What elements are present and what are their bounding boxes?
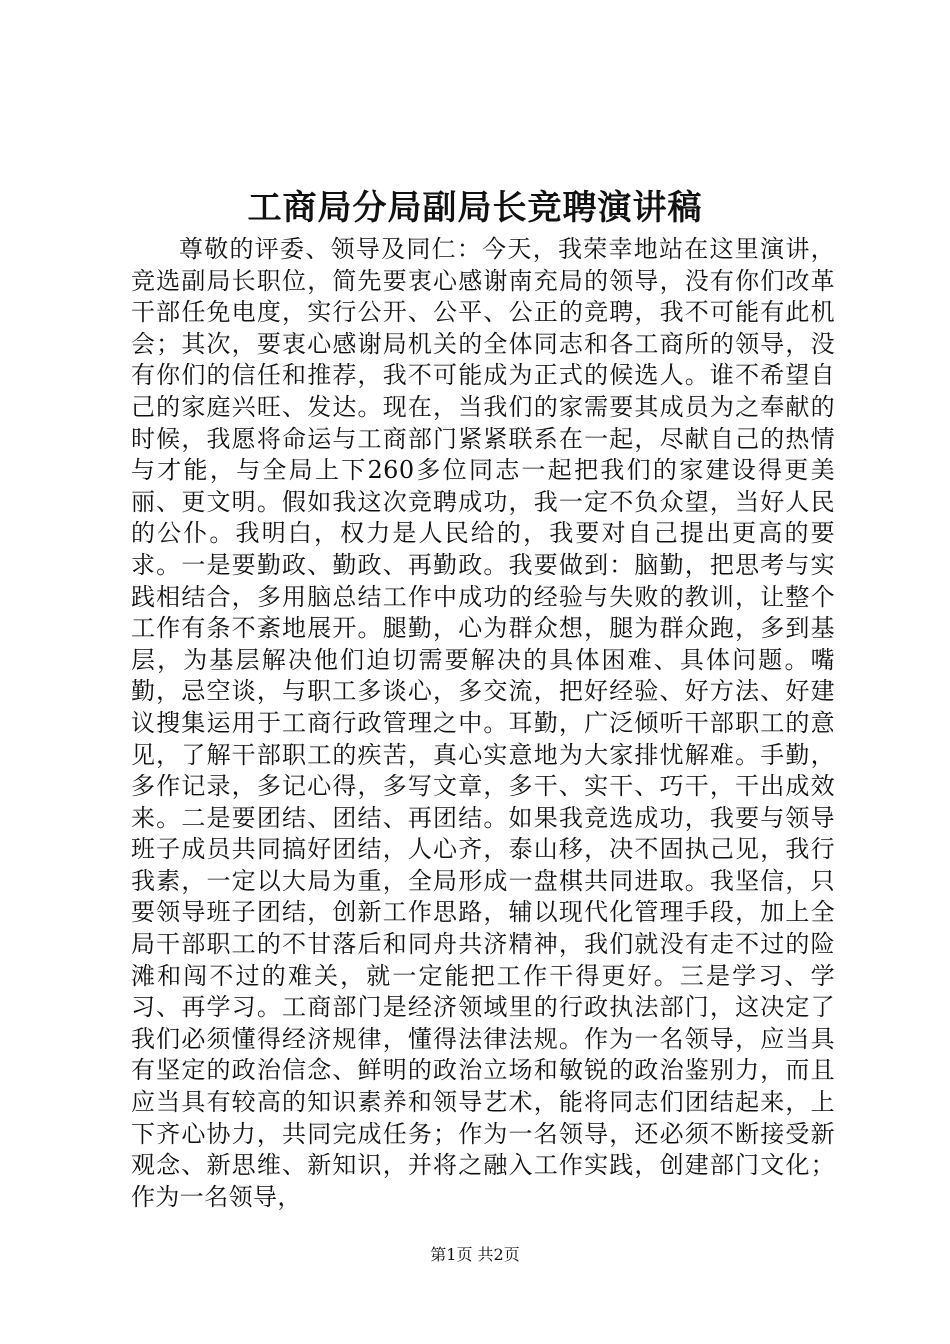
- page-footer-page-number: 第1页 共2页: [430, 1245, 520, 1264]
- document-body-paragraph: 尊敬的评委、领导及同仁：今天，我荣幸地站在这里演讲，竞选副局长职位，简先要衷心感谢南充局的领导，没有你们改革干部任免电度，实行公开、公平、公正的竞聘，我不可能有此机会；其次，要衷心感谢局机关的全体同志和各工商所的领导，没有你们的信任和推荐，我不可能成为正式的候选人。谁不希望自己的家庭兴旺、发达。现在，当我们的家需要其成员为之奉献的时候，我愿将命运与工商部门紧紧联系在一起，尽献自己的热情与才能，与全局上下260多位同志一起把我们的家建设得更美丽、更文明。假如我这次竞聘成功，我一定不负众望，当好人民的公仆。我明白，权力是人民给的，我要对自己提出更高的要求。一是要勤政、勤政、再勤政。我要做到：脑勤，把思考与实践相结合，多用脑总结工作中成功的经验与失败的教训，让整个工作有条不紊地展开。腿勤，心为群众想，腿为群众跑，多到基层，为基层解决他们迫切需要解决的具体困难、具体问题。嘴勤，忌空谈，与职工多谈心，多交流，把好经验、好方法、好建议搜集运用于工商行政管理之中。耳勤，广泛倾听干部职工的意见，了解干部职工的疾苦，真心实意地为大家排忧解难。手勤，多作记录，多记心得，多写文章，多干、实干、巧干，干出成效来。二是要团结、团结、再团结。如果我竞选成功，我要与领导班子成员共同搞好团结，人心齐，泰山移，决不固执己见，我行我素，一定以大局为重，全局形成一盘棋共同进取。我坚信，只要领导班子团结，创新工作思路，辅以现代化管理手段，加上全局干部职工的不甘落后和同舟共济精神，我们就没有走不过的险滩和闯不过的难关，就一定能把工作干得更好。三是学习、学习、再学习。工商部门是经济领域里的行政执法部门，这决定了我们必须懂得经济规律，懂得法律法规。作为一名领导，应当具有坚定的政治信念、鲜明的政治立场和敏锐的政治鉴别力，而且应当具有较高的知识素养和领导艺术，能将同志们团结起来，上下齐心协力，共同完成任务；作为一名领导，还必须不断接受新观念、新思维、新知识，并将之融入工作实践，创建部门文化；作为一名领导，: [131, 235, 835, 1211]
- document-title: 工商局分局副局长竞聘演讲稿: [247, 188, 703, 228]
